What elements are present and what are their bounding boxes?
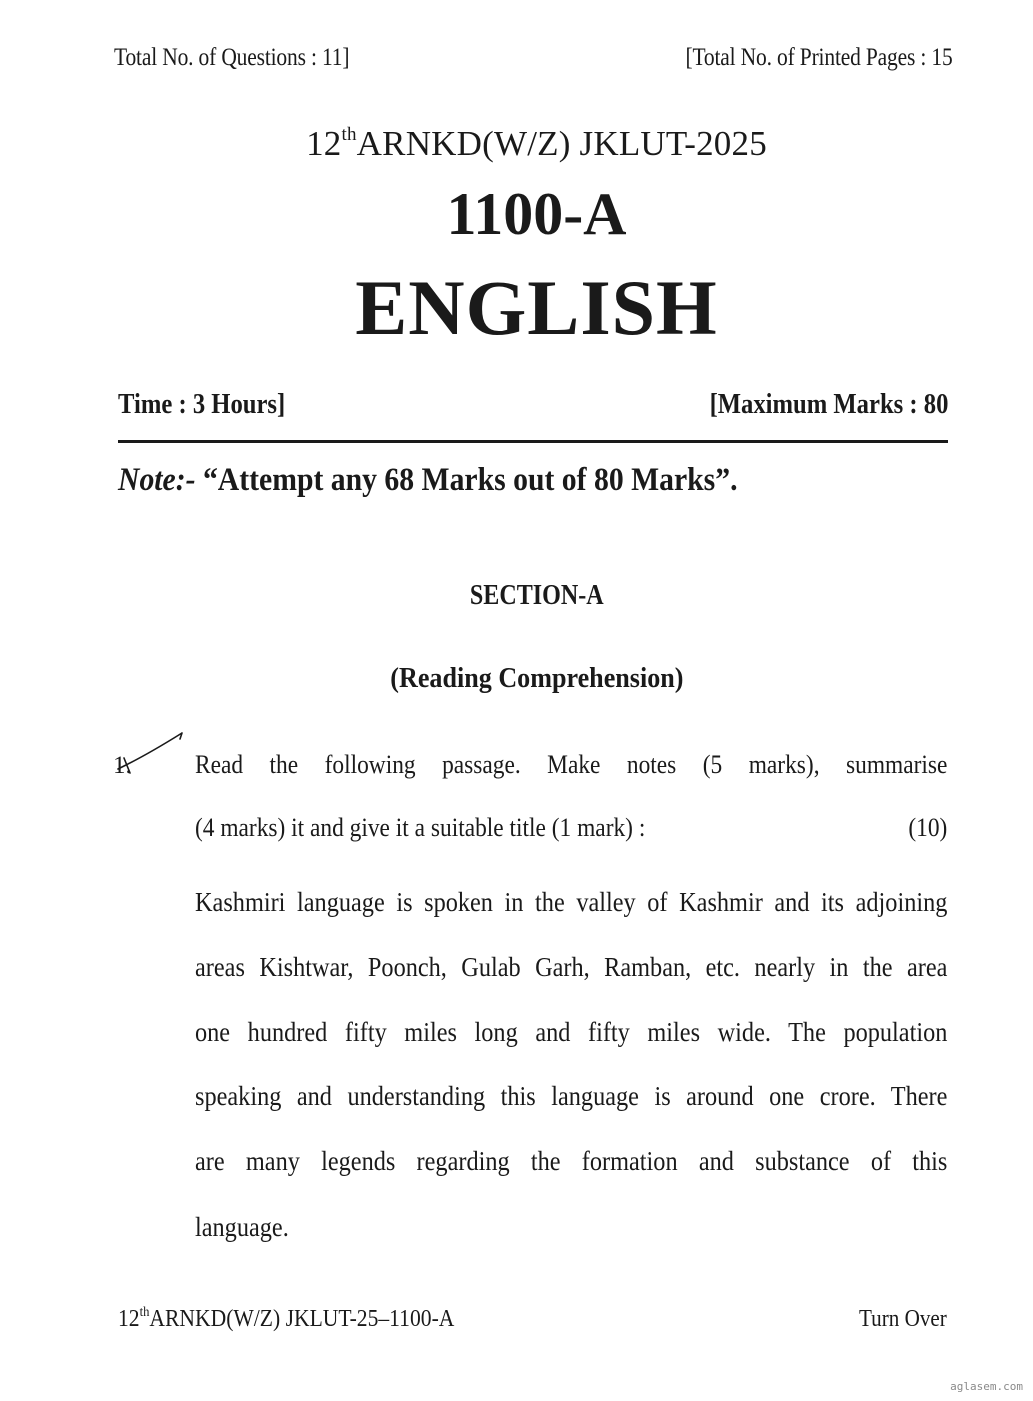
paper-code: 1100-A <box>446 181 627 247</box>
question-number: 1. <box>113 752 132 779</box>
footer-code: 12thARNKD(W/Z) JKLUT-25–1100-A <box>118 1305 455 1332</box>
passage-line: are many legends regarding the formation and substance of this <box>195 1146 948 1176</box>
note <box>118 462 738 499</box>
exam-code-rest: ARNKD(W/Z) JKLUT-2025 <box>356 124 767 163</box>
exam-code-sup: th <box>341 124 357 145</box>
exam-time: Time : 3 Hours] <box>118 389 286 420</box>
exam-code-prefix: 12 <box>306 124 342 163</box>
question-marks: (10) <box>908 813 947 842</box>
question-line-2: (4 marks) it and give it a suitable title (1 mark) : <box>195 813 646 842</box>
total-questions: Total No. of Questions : 11] <box>114 44 350 71</box>
passage-line: areas Kishtwar, Poonch, Gulab Garh, Ramban, etc. nearly in the area <box>195 952 948 982</box>
header-divider <box>118 440 948 443</box>
passage-line: speaking and understanding this language is around one crore. There <box>195 1081 948 1111</box>
subject-title: ENGLISH <box>355 264 718 351</box>
watermark: aglasem.com <box>950 1380 1023 1393</box>
section-subtitle: (Reading Comprehension) <box>389 662 684 694</box>
total-printed-pages: [Total No. of Printed Pages : 15 <box>685 44 953 71</box>
turn-over: Turn Over <box>859 1306 947 1332</box>
question-line-1: Read the following passage. Make notes (5 marks), summarise <box>195 750 948 779</box>
exam-code <box>0 124 1033 164</box>
note-text: “Attempt any 68 Marks out of 80 Marks”. <box>202 462 738 498</box>
passage-line: language. <box>195 1212 289 1242</box>
maximum-marks: [Maximum Marks : 80 <box>709 389 948 420</box>
note-label: Note:- <box>118 462 196 498</box>
passage-line: Kashmiri language is spoken in the valley of Kashmir and its adjoining <box>195 887 948 917</box>
section-title: SECTION-A <box>469 580 604 611</box>
passage-line: one hundred fifty miles long and fifty miles wide. The population <box>195 1017 948 1047</box>
